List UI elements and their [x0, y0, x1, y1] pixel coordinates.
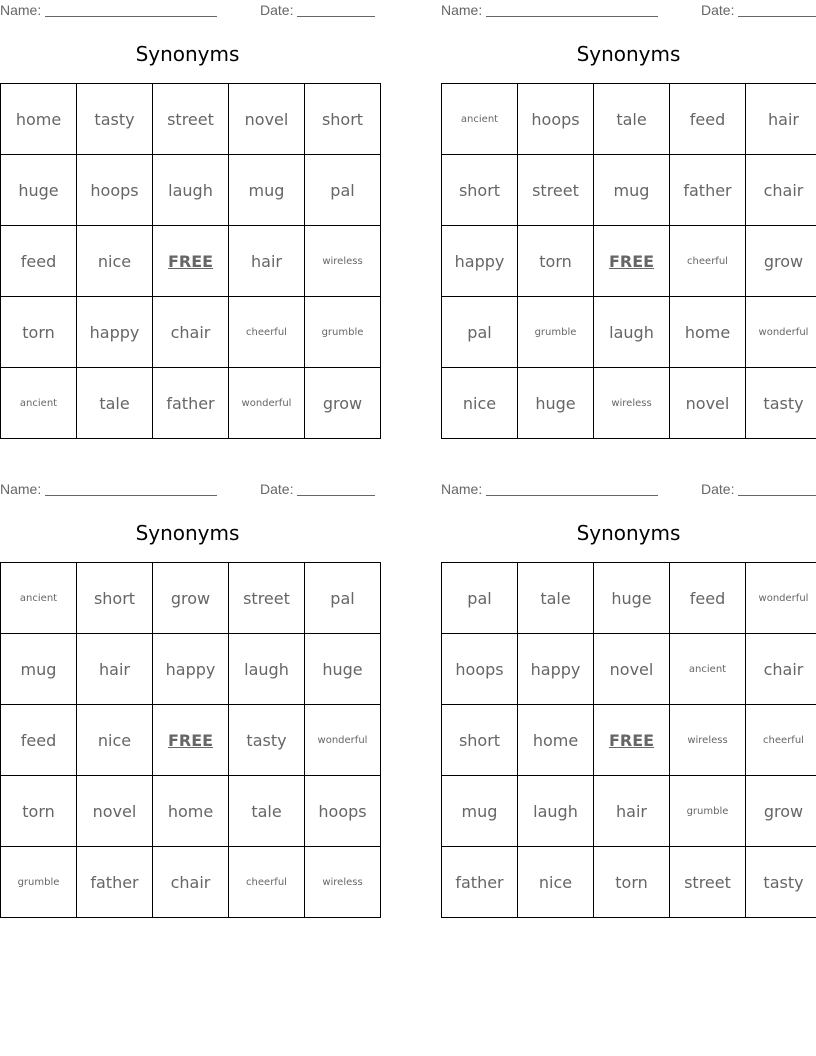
date-line [297, 495, 375, 496]
bingo-cell: laugh [594, 297, 670, 368]
bingo-cell: tale [77, 368, 153, 439]
bingo-cell: ancient [1, 368, 77, 439]
bingo-cell: grow [153, 563, 229, 634]
bingo-cell: huge [518, 368, 594, 439]
bingo-cell: wireless [670, 705, 746, 776]
bingo-cell: nice [77, 226, 153, 297]
bingo-cell: short [77, 563, 153, 634]
bingo-cell: happy [442, 226, 518, 297]
bingo-cell: wireless [305, 226, 381, 297]
bingo-cell: grow [305, 368, 381, 439]
grid-row [1, 847, 381, 918]
name-label: Name: [441, 2, 483, 18]
bingo-cell: hoops [442, 634, 518, 705]
name-line [486, 16, 658, 17]
card-title: Synonyms [576, 521, 681, 545]
card-title: Synonyms [135, 521, 240, 545]
bingo-cell: mug [442, 776, 518, 847]
grid-row [1, 226, 381, 297]
bingo-cell: cheerful [670, 226, 746, 297]
bingo-cell: chair [153, 297, 229, 368]
bingo-cell: father [77, 847, 153, 918]
bingo-cell: short [442, 705, 518, 776]
bingo-cell: chair [153, 847, 229, 918]
grid-row [442, 84, 816, 155]
grid-row [442, 705, 816, 776]
bingo-cell: happy [518, 634, 594, 705]
grid-row [442, 155, 816, 226]
bingo-cell: laugh [153, 155, 229, 226]
bingo-cell: wonderful [746, 563, 816, 634]
bingo-cell: short [442, 155, 518, 226]
bingo-cell: hoops [518, 84, 594, 155]
bingo-cell: nice [77, 705, 153, 776]
card-header [0, 479, 375, 499]
card-title: Synonyms [576, 42, 681, 66]
bingo-cell: pal [305, 155, 381, 226]
bingo-cell: hair [229, 226, 305, 297]
grid-row [1, 368, 381, 439]
date-label: Date: [260, 481, 294, 497]
bingo-cell: grow [746, 776, 816, 847]
bingo-grid [0, 562, 381, 918]
bingo-cell: hoops [305, 776, 381, 847]
grid-row [1, 155, 381, 226]
name-label: Name: [0, 481, 42, 497]
grid-row [442, 847, 816, 918]
bingo-cell: torn [518, 226, 594, 297]
free-space: FREE [594, 226, 670, 297]
bingo-grid [441, 83, 816, 439]
bingo-cell: feed [670, 84, 746, 155]
bingo-cell: father [442, 847, 518, 918]
bingo-cell: pal [442, 297, 518, 368]
bingo-cell: wonderful [229, 368, 305, 439]
bingo-cell: pal [442, 563, 518, 634]
card-header [441, 479, 816, 499]
bingo-cell: grumble [1, 847, 77, 918]
bingo-cell: novel [229, 84, 305, 155]
bingo-cell: tasty [77, 84, 153, 155]
grid-row [1, 776, 381, 847]
bingo-cell: cheerful [746, 705, 816, 776]
bingo-cell: grow [746, 226, 816, 297]
grid-row [1, 563, 381, 634]
grid-row [1, 634, 381, 705]
bingo-cell: grumble [670, 776, 746, 847]
card-header [441, 0, 816, 20]
bingo-cell: mug [229, 155, 305, 226]
bingo-cell: street [518, 155, 594, 226]
bingo-cell: short [305, 84, 381, 155]
bingo-cell: wonderful [305, 705, 381, 776]
bingo-cell: ancient [1, 563, 77, 634]
bingo-cell: novel [670, 368, 746, 439]
bingo-cell: mug [1, 634, 77, 705]
bingo-cell: ancient [442, 84, 518, 155]
bingo-cell: happy [153, 634, 229, 705]
bingo-cell: novel [77, 776, 153, 847]
name-label: Name: [441, 481, 483, 497]
bingo-cell: feed [1, 226, 77, 297]
grid-row [442, 776, 816, 847]
bingo-cell: cheerful [229, 297, 305, 368]
grid-row [1, 705, 381, 776]
bingo-card [441, 0, 816, 434]
bingo-cell: hair [746, 84, 816, 155]
bingo-cell: torn [594, 847, 670, 918]
bingo-cell: cheerful [229, 847, 305, 918]
bingo-cell: wireless [594, 368, 670, 439]
bingo-cell: pal [305, 563, 381, 634]
bingo-cell: torn [1, 776, 77, 847]
bingo-cell: nice [518, 847, 594, 918]
bingo-cell: tasty [746, 847, 816, 918]
date-label: Date: [260, 2, 294, 18]
grid-row [442, 368, 816, 439]
grid-row [442, 563, 816, 634]
bingo-cell: huge [1, 155, 77, 226]
bingo-cell: tale [518, 563, 594, 634]
bingo-cell: grumble [518, 297, 594, 368]
bingo-cell: feed [1, 705, 77, 776]
grid-row [442, 634, 816, 705]
bingo-cell: home [670, 297, 746, 368]
bingo-cell: wonderful [746, 297, 816, 368]
card-header [0, 0, 375, 20]
bingo-cell: hair [77, 634, 153, 705]
bingo-cell: father [670, 155, 746, 226]
bingo-cell: chair [746, 634, 816, 705]
grid-row [442, 226, 816, 297]
bingo-cell: father [153, 368, 229, 439]
free-space: FREE [153, 705, 229, 776]
bingo-cell: laugh [229, 634, 305, 705]
grid-row [442, 297, 816, 368]
bingo-cell: tale [594, 84, 670, 155]
bingo-cell: street [153, 84, 229, 155]
bingo-card [441, 479, 816, 913]
bingo-card [0, 479, 375, 913]
bingo-cell: hoops [77, 155, 153, 226]
bingo-cell: huge [594, 563, 670, 634]
bingo-cell: home [153, 776, 229, 847]
bingo-cell: tasty [229, 705, 305, 776]
bingo-grid [0, 83, 381, 439]
card-title: Synonyms [135, 42, 240, 66]
bingo-cell: novel [594, 634, 670, 705]
date-label: Date: [701, 2, 735, 18]
name-line [45, 495, 217, 496]
bingo-cell: hair [594, 776, 670, 847]
bingo-cell: home [1, 84, 77, 155]
bingo-cell: street [670, 847, 746, 918]
bingo-cell: happy [77, 297, 153, 368]
grid-row [1, 84, 381, 155]
date-label: Date: [701, 481, 735, 497]
bingo-cell: tale [229, 776, 305, 847]
bingo-cell: ancient [670, 634, 746, 705]
bingo-cell: grumble [305, 297, 381, 368]
name-line [486, 495, 658, 496]
bingo-cell: street [229, 563, 305, 634]
bingo-cell: nice [442, 368, 518, 439]
free-space: FREE [153, 226, 229, 297]
bingo-cell: laugh [518, 776, 594, 847]
bingo-cell: feed [670, 563, 746, 634]
grid-row [1, 297, 381, 368]
date-line [297, 16, 375, 17]
name-label: Name: [0, 2, 42, 18]
bingo-cell: huge [305, 634, 381, 705]
bingo-cell: home [518, 705, 594, 776]
bingo-cell: chair [746, 155, 816, 226]
date-line [738, 495, 816, 496]
bingo-cell: tasty [746, 368, 816, 439]
bingo-card [0, 0, 375, 434]
bingo-cell: torn [1, 297, 77, 368]
bingo-cell: wireless [305, 847, 381, 918]
bingo-cell: mug [594, 155, 670, 226]
free-space: FREE [594, 705, 670, 776]
bingo-grid [441, 562, 816, 918]
date-line [738, 16, 816, 17]
name-line [45, 16, 217, 17]
